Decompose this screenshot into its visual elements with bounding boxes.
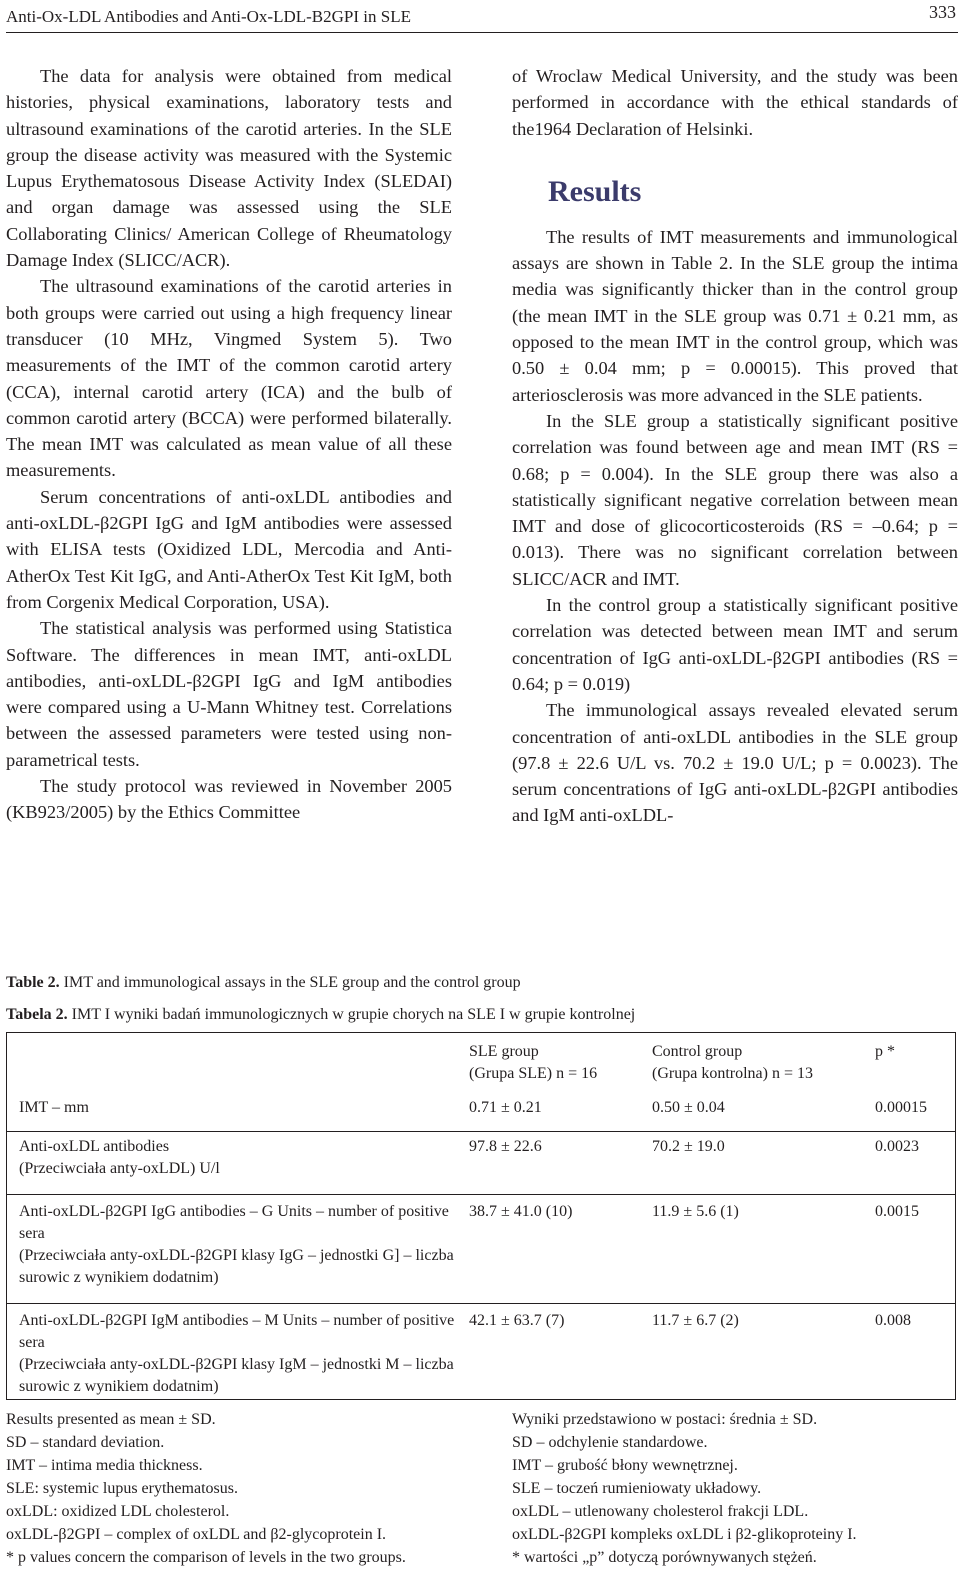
table-cell-control: 70.2 ± 19.0 [652, 1132, 875, 1195]
table-caption-pl-text: IMT I wyniki badań immunologicznych w grupie chorych na SLE I w grupie kontrolnej [67, 1006, 636, 1023]
table-cell-sle: 0.71 ± 0.21 [469, 1099, 542, 1116]
note-line: Results presented as mean ± SD. [6, 1411, 216, 1428]
paragraph-ultrasound: The ultrasound examinations of the carotid arteries in both groups were carried out using a high frequency linear transducer (10 MHz, Vingmed System 5). Two measurements of the IMT of the common carotid artery (CCA), internal carotid artery (ICA) and the bulb of common carotid artery (BCCA) were performed bilaterally. The mean IMT was calculated as mean value of all these measurements. [6, 276, 452, 481]
section-heading-results: Results [548, 174, 642, 208]
paragraph-results-immunological: The immunological assays revealed elevated serum concentration of anti-oxLDL antibodies in the SLE group (97.8 ± 22.6 U/L vs. 70.2 ± 19.0 U/L; p = 0.0023). The serum concentrations of IgG anti-oxLDL-β2GPI antibodies and IgM anti-oxLDL- [512, 700, 958, 826]
note-line: SLE – toczeń rumieniowaty układowy. [512, 1480, 762, 1497]
table-row [7, 1304, 955, 1403]
table-cell-sle: 42.1 ± 63.7 (7) [469, 1304, 652, 1403]
note-line: Wyniki przedstawiono w postaci: średnia ± SD. [512, 1411, 818, 1428]
table-cell-label: Anti-oxLDL-β2GPI IgM antibodies – M Units – number of positive sera (Przeciwciała anty-oxLDL-β2GPI klasy IgM – jednostki M – liczba surowic z wynikiem dodatnim) [7, 1304, 469, 1403]
note-line: * wartości „p” dotyczą porównywanych stężeń. [512, 1549, 817, 1566]
note-line: * p values concern the comparison of levels in the two groups. [6, 1549, 406, 1566]
table-header-cell: Control group (Grupa kontrolna) n = 13 [652, 1043, 813, 1082]
table-cell-control: 11.9 ± 5.6 (1) [652, 1195, 875, 1304]
note-line: oxLDL – utlenowany cholesterol frakcji LDL. [512, 1503, 809, 1520]
results-table [6, 1032, 956, 1400]
paragraph-methods-data: The data for analysis were obtained from medical histories, physical examinations, laboratory tests and ultrasound examinations of the carotid arteries. In the SLE group the disease activity was measured with the Systemic Lupus Erythematosous Disease Activity Index (SLEDAI) and organ damage was assessed using the SLE Collaborating Clinics/ American College of Rheumatology Damage Index (SLICC/ACR). [6, 66, 452, 271]
note-line: oxLDL-β2GPI – complex of oxLDL and β2-glycoprotein I. [6, 1526, 387, 1543]
note-line: IMT – grubość błony wewnętrznej. [512, 1457, 738, 1474]
paragraph-serum-concentrations: Serum concentrations of anti-oxLDL antibodies and anti-oxLDL-β2GPI IgG and IgM antibodies were assessed with ELISA tests (Oxidized LDL, Mercodia and Anti-AtherOx Test Kit IgG, and Anti-AtherOx Test Kit IgM, both from Corgenix Medical Corporation, USA). [6, 486, 452, 612]
table-cell-control: 11.7 ± 6.7 (2) [652, 1304, 875, 1403]
table-notes-pl [512, 1408, 857, 1569]
note-line: oxLDL-β2GPI kompleks oxLDL i β2-glikoproteiny I. [512, 1526, 857, 1543]
table-cell-control: 0.50 ± 0.04 [652, 1099, 725, 1116]
table-cell-sle: 97.8 ± 22.6 [469, 1132, 652, 1195]
paragraph-results-control-correlation: In the control group a statistically significant positive correlation was detected between mean IMT and serum concentration of IgG anti-oxLDL-β2GPI antibodies (RS = 0.64; p = 0.019) [512, 595, 958, 694]
paragraph-results-imt: The results of IMT measurements and immunological assays are shown in Table 2. In the SLE group the intima media was significantly thicker than in the control group (the mean IMT in the SLE group was 0.71 ± 0.21 mm, as opposed to the mean IMT in the control group, which was 0.50 ± 0.04 mm; p = 0.00015). This proved that arteriosclerosis was more advanced in the SLE patients. [512, 226, 958, 405]
table-cell-p: 0.0023 [875, 1132, 955, 1195]
note-line: oxLDL: oxidized LDL cholesterol. [6, 1503, 230, 1520]
paragraph-ethics-continuation: of Wroclaw Medical University, and the study was been performed in accordance with the ethical standards of the1964 Declaration of Helsinki. [512, 66, 958, 139]
running-header [6, 2, 958, 33]
table-cell-p: 0.008 [875, 1304, 955, 1403]
table-cell-label: Anti-oxLDL-β2GPI IgG antibodies – G Units – number of positive sera (Przeciwciała anty-oxLDL-β2GPI klasy IgG – jednostki G] – liczba surowic z wynikiem dodatnim) [7, 1195, 469, 1304]
paragraph-study-protocol: The study protocol was reviewed in November 2005 (KB923/2005) by the Ethics Committee [6, 776, 452, 823]
note-line: SD – odchylenie standardowe. [512, 1434, 708, 1451]
table-row [7, 1091, 955, 1132]
paragraph-statistical-analysis: The statistical analysis was performed using Statistica Software. The differences in mean IMT, anti-oxLDL antibodies, anti-oxLDL-β2GPI IgG and IgM antibodies were compared using a U-Mann Whitney test. Correlations between the assessed parameters were tested using non-parametrical tests. [6, 618, 452, 770]
table-row [7, 1132, 955, 1195]
table-header-row [7, 1033, 955, 1091]
paragraph-results-sle-correlation: In the SLE group a statistically significant positive correlation was found between age and mean IMT (RS = 0.68; p = 0.004). In the SLE group there was also a statistically significant negative correlation between mean IMT and dose of glicocorticosteroids (RS = –0.64; p = 0.013). There was no significant correlation between SLICC/ACR and IMT. [512, 410, 958, 589]
table-cell-sle: 38.7 ± 41.0 (10) [469, 1195, 652, 1304]
table-caption-pl-label: Tabela 2. [6, 1006, 68, 1023]
page-number: 333 [929, 2, 956, 22]
table-caption-en-text: IMT and immunological assays in the SLE group and the control group [59, 974, 521, 991]
left-column [6, 63, 452, 826]
note-line: SLE: systemic lupus erythematosus. [6, 1480, 238, 1497]
table-notes-en [6, 1408, 406, 1569]
note-line: SD – standard deviation. [6, 1434, 165, 1451]
table-caption-en-label: Table 2. [6, 974, 60, 991]
table-cell-p: 0.00015 [875, 1099, 927, 1116]
table-cell-label: IMT – mm [19, 1099, 89, 1116]
table-caption-pl [6, 1006, 635, 1024]
table-header-cell [7, 1033, 469, 1091]
right-column [512, 63, 958, 829]
note-line: IMT – intima media thickness. [6, 1457, 203, 1474]
table-header-cell: SLE group (Grupa SLE) n = 16 [469, 1043, 598, 1082]
table-cell-label: Anti-oxLDL antibodies (Przeciwciała anty-oxLDL) U/l [7, 1132, 469, 1195]
table-cell-p: 0.0015 [875, 1195, 955, 1304]
running-title: Anti-Ox-LDL Antibodies and Anti-Ox-LDL-B2GPI in SLE [6, 7, 411, 26]
table-caption-en [6, 974, 521, 992]
table-header-cell: p * [875, 1043, 895, 1060]
table-row [7, 1195, 955, 1304]
